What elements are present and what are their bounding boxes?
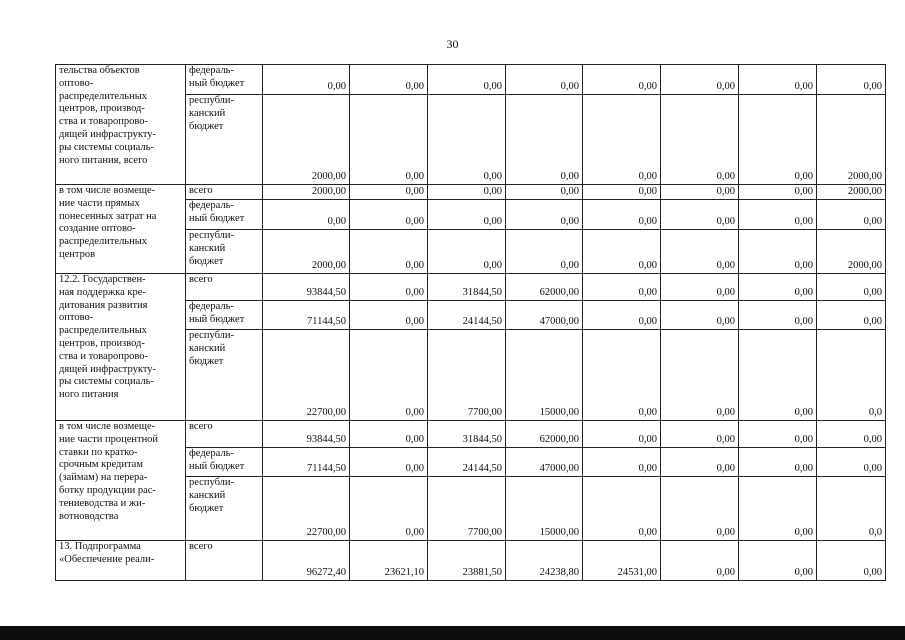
value-cell: 0,00	[583, 95, 661, 185]
value-cell: 0,00	[506, 200, 583, 230]
budget-table	[55, 64, 886, 581]
value-cell: 0,00	[583, 330, 661, 421]
value-cell: 0,00	[739, 65, 817, 95]
row-description: 13. Подпрограмма «Обеспечение реали-	[56, 541, 186, 581]
value-cell: 0,00	[817, 448, 886, 477]
value-cell: 0,00	[739, 274, 817, 301]
value-cell: 0,00	[583, 301, 661, 330]
page-number: 30	[446, 37, 459, 51]
value-cell: 0,00	[817, 421, 886, 448]
value-cell: 0,00	[661, 421, 739, 448]
value-cell: 47000,00	[506, 448, 583, 477]
value-cell: 0,00	[739, 448, 817, 477]
row-description: в том числе возмеще- ние части процентной ставки по кратко- срочным кредитам (займам) на перера- ботку продукции рас- тениеводства и жи- вотноводства	[56, 421, 186, 541]
value-cell: 0,00	[506, 65, 583, 95]
value-cell: 24531,00	[583, 541, 661, 581]
value-cell: 0,00	[661, 185, 739, 200]
value-cell: 2000,00	[817, 185, 886, 200]
value-cell: 0,00	[350, 65, 428, 95]
value-cell: 0,00	[661, 274, 739, 301]
value-cell: 0,00	[583, 448, 661, 477]
value-cell: 0,00	[583, 477, 661, 541]
value-cell: 31844,50	[428, 274, 506, 301]
value-cell: 62000,00	[506, 274, 583, 301]
value-cell: 0,00	[661, 541, 739, 581]
table-row	[56, 421, 886, 448]
value-cell: 23621,10	[350, 541, 428, 581]
funding-source: всего	[186, 421, 263, 448]
value-cell: 0,00	[739, 301, 817, 330]
value-cell: 71144,50	[263, 301, 350, 330]
value-cell: 2000,00	[263, 95, 350, 185]
value-cell: 0,00	[583, 230, 661, 274]
value-cell: 0,00	[350, 274, 428, 301]
value-cell: 0,00	[350, 421, 428, 448]
value-cell: 0,00	[661, 200, 739, 230]
value-cell: 0,00	[817, 274, 886, 301]
funding-source: всего	[186, 274, 263, 301]
funding-source: всего	[186, 185, 263, 200]
value-cell: 24238,80	[506, 541, 583, 581]
funding-source: республи- канский бюджет	[186, 477, 263, 541]
scan-bottom-edge	[0, 626, 905, 640]
value-cell: 0,00	[350, 330, 428, 421]
value-cell: 0,00	[583, 65, 661, 95]
value-cell: 0,00	[817, 541, 886, 581]
value-cell: 62000,00	[506, 421, 583, 448]
value-cell: 31844,50	[428, 421, 506, 448]
value-cell: 24144,50	[428, 448, 506, 477]
value-cell: 2000,00	[263, 230, 350, 274]
value-cell: 24144,50	[428, 301, 506, 330]
funding-source: республи- канский бюджет	[186, 330, 263, 421]
row-description: 12.2. Государствен- ная поддержка кре- дитования развития оптово- распределительных центров, производ- ства и товаропрово- дящей инфраструкту- ры системы социаль- ного питания	[56, 274, 186, 421]
value-cell: 0,00	[506, 95, 583, 185]
value-cell: 0,0	[817, 477, 886, 541]
value-cell: 0,00	[428, 185, 506, 200]
row-description: в том числе возмеще- ние части прямых понесенных затрат на создание оптово- распределительных центров	[56, 185, 186, 274]
value-cell: 71144,50	[263, 448, 350, 477]
funding-source: федераль- ный бюджет	[186, 448, 263, 477]
value-cell: 0,00	[661, 95, 739, 185]
value-cell: 0,00	[428, 65, 506, 95]
value-cell: 0,00	[739, 230, 817, 274]
funding-source: республи- канский бюджет	[186, 95, 263, 185]
value-cell: 0,00	[350, 477, 428, 541]
value-cell: 0,00	[739, 95, 817, 185]
value-cell: 0,00	[661, 448, 739, 477]
value-cell: 0,00	[661, 477, 739, 541]
value-cell: 0,00	[817, 200, 886, 230]
table-body	[56, 65, 886, 581]
value-cell: 96272,40	[263, 541, 350, 581]
value-cell: 0,00	[583, 185, 661, 200]
value-cell: 0,00	[350, 95, 428, 185]
value-cell: 0,00	[350, 301, 428, 330]
value-cell: 0,00	[428, 230, 506, 274]
value-cell: 93844,50	[263, 274, 350, 301]
value-cell: 0,00	[739, 200, 817, 230]
value-cell: 0,00	[661, 65, 739, 95]
table-row	[56, 274, 886, 301]
value-cell: 0,00	[428, 95, 506, 185]
value-cell: 0,00	[350, 448, 428, 477]
value-cell: 7700,00	[428, 477, 506, 541]
value-cell: 0,00	[583, 421, 661, 448]
value-cell: 0,00	[739, 477, 817, 541]
value-cell: 0,00	[583, 200, 661, 230]
value-cell: 0,00	[583, 274, 661, 301]
value-cell: 2000,00	[817, 230, 886, 274]
value-cell: 0,00	[350, 185, 428, 200]
value-cell: 0,00	[817, 65, 886, 95]
value-cell: 0,00	[661, 230, 739, 274]
funding-source: федераль- ный бюджет	[186, 301, 263, 330]
value-cell: 0,00	[506, 185, 583, 200]
value-cell: 0,0	[817, 330, 886, 421]
value-cell: 0,00	[817, 301, 886, 330]
value-cell: 93844,50	[263, 421, 350, 448]
table-row	[56, 185, 886, 200]
value-cell: 2000,00	[817, 95, 886, 185]
value-cell: 0,00	[350, 230, 428, 274]
funding-source: федераль- ный бюджет	[186, 200, 263, 230]
value-cell: 0,00	[506, 230, 583, 274]
value-cell: 0,00	[263, 200, 350, 230]
value-cell: 0,00	[661, 330, 739, 421]
value-cell: 0,00	[739, 421, 817, 448]
funding-source: всего	[186, 541, 263, 581]
value-cell: 0,00	[350, 200, 428, 230]
table-row	[56, 65, 886, 95]
table-row	[56, 541, 886, 581]
value-cell: 7700,00	[428, 330, 506, 421]
value-cell: 0,00	[739, 330, 817, 421]
value-cell: 0,00	[739, 185, 817, 200]
value-cell: 15000,00	[506, 330, 583, 421]
value-cell: 2000,00	[263, 185, 350, 200]
value-cell: 0,00	[661, 301, 739, 330]
value-cell: 0,00	[263, 65, 350, 95]
value-cell: 47000,00	[506, 301, 583, 330]
funding-source: республи- канский бюджет	[186, 230, 263, 274]
row-description: тельства объектов оптово- распределительных центров, производ- ства и товаропрово- дящей инфраструкту- ры системы социаль- ного питания, всего	[56, 65, 186, 185]
value-cell: 15000,00	[506, 477, 583, 541]
value-cell: 0,00	[739, 541, 817, 581]
value-cell: 22700,00	[263, 330, 350, 421]
value-cell: 0,00	[428, 200, 506, 230]
funding-source: федераль- ный бюджет	[186, 65, 263, 95]
value-cell: 22700,00	[263, 477, 350, 541]
value-cell: 23881,50	[428, 541, 506, 581]
